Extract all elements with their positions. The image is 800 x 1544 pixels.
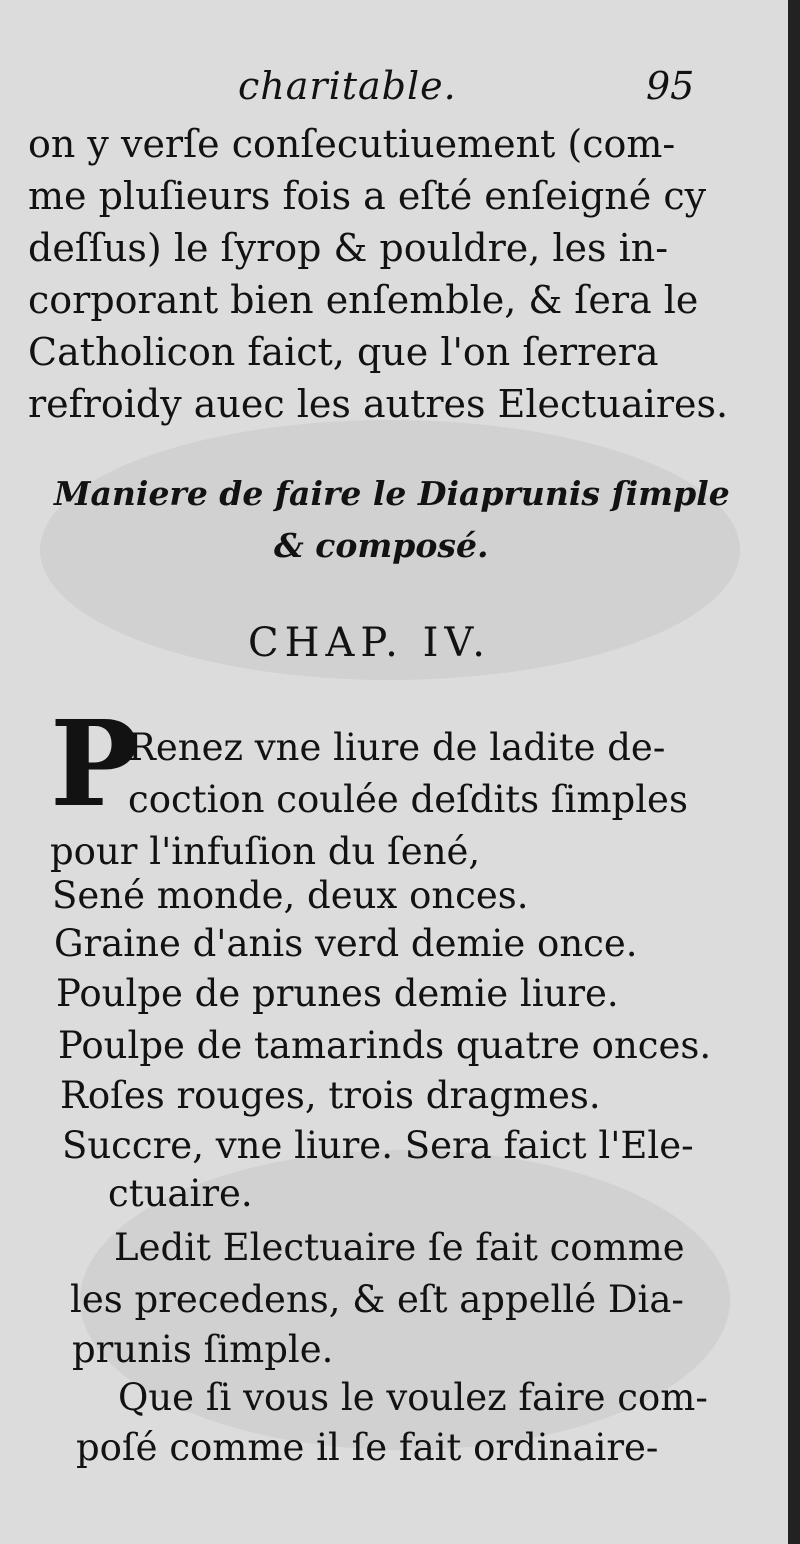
text-line: ctuaire. (108, 1172, 253, 1215)
text-line: on y verſe conſecutiuement (com- (28, 122, 676, 166)
text-line: refroidy auec les autres Electuaires. (28, 382, 729, 426)
text-line: les precedens, & eſt appellé Dia- (70, 1278, 684, 1321)
text-line: me pluſieurs fois a eſté enſeigné cy (28, 174, 707, 218)
text-line: Que ſi vous le voulez faire com- (118, 1376, 708, 1419)
page-header (0, 58, 800, 118)
running-title: charitable. (238, 64, 457, 108)
ingredient-line: Sené monde, deux onces. (52, 874, 529, 917)
text-line: corporant bien enſemble, & ſera le (28, 278, 699, 322)
page-number: 95 (646, 64, 695, 108)
text-line: pour l'infuſion du ſené, (50, 830, 481, 873)
heading-line: Maniere de faire le Diaprunis ſimple (54, 474, 730, 513)
heading-line: & composé. (274, 526, 489, 565)
text-line: deſſus) le ſyrop & pouldre, les in- (28, 226, 669, 270)
text-line: prunis ſimple. (72, 1328, 334, 1371)
ingredient-line: Poulpe de tamarinds quatre onces. (58, 1024, 712, 1067)
text-line: Ledit Electuaire ſe fait comme (114, 1226, 685, 1269)
chapter-title: CHAP. IV. (248, 620, 492, 666)
drop-capital: P (50, 694, 139, 833)
text-line: poſé comme il ſe fait ordinaire- (76, 1426, 659, 1469)
page-edge-shadow (788, 0, 800, 1544)
ingredient-line: Succre, vne liure. Sera faict l'Ele- (62, 1124, 694, 1167)
ingredient-line: Roſes rouges, trois dragmes. (60, 1074, 601, 1117)
ingredient-line: Graine d'anis verd demie once. (54, 922, 638, 965)
text-line: coction coulée deſdits ſimples (128, 778, 688, 821)
text-line: Catholicon faict, que l'on ſerrera (28, 330, 659, 374)
ingredient-line: Poulpe de prunes demie liure. (56, 972, 619, 1015)
text-line: Renez vne liure de ladite de- (128, 726, 666, 769)
